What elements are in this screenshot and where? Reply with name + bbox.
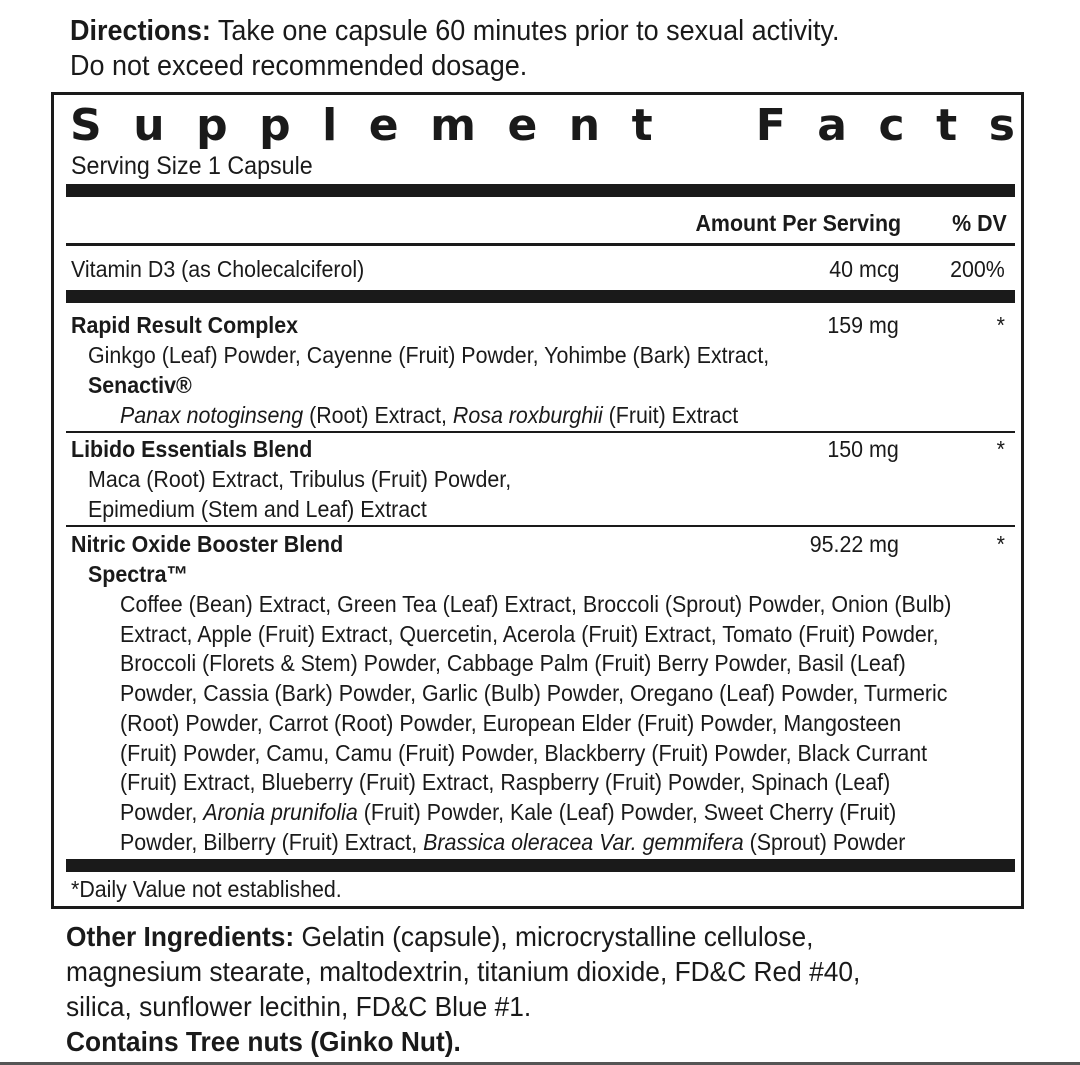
title-word1-letter: e: [368, 100, 399, 151]
title-word2-letter: c: [878, 100, 905, 151]
thick-bar-top: [66, 184, 1015, 197]
serving-size: Serving Size 1 Capsule: [71, 152, 313, 180]
libido-name: Libido Essentials Blend: [71, 436, 313, 462]
title-word1-letter: u: [133, 100, 165, 151]
thick-bar-middle: [66, 290, 1015, 303]
title-word1-letter: p: [259, 100, 291, 151]
supplement-facts-panel: [51, 92, 1024, 909]
rule-rapid: [66, 431, 1015, 433]
title-word1-letter: l: [322, 100, 338, 151]
rapid-dv: *: [996, 312, 1005, 338]
libido-line1: Maca (Root) Extract, Tribulus (Fruit) Powder,: [88, 466, 512, 492]
vitamin-dv: 200%: [950, 256, 1005, 282]
title-word1-letter: t: [631, 100, 653, 151]
directions-text: [70, 14, 991, 84]
directions-line1: Take one capsule 60 minutes prior to sexual activity.: [210, 15, 840, 47]
title-word2-letter: s: [988, 100, 1015, 151]
header-rule: [66, 243, 1015, 246]
title-word1-letter: S: [70, 100, 102, 151]
senactiv-name: Senactiv®: [88, 372, 192, 398]
libido-amount: 150 mg: [827, 436, 899, 462]
other-ingredients: Other Ingredients: Gelatin (capsule), microcrystalline cellulose, magnesium stearate, maltodextrin, titanium dioxide, FD&C Red #40, silica, sunflower lecithin, FD&C Blue #1. Contains Tree nuts (Ginko Nut).: [66, 919, 1006, 1059]
directions-label: Directions:: [70, 15, 211, 47]
title-gap: [684, 101, 724, 151]
other-label: Other Ingredients:: [66, 921, 295, 952]
thick-bar-bottom: [66, 859, 1015, 872]
spectra-ingredients: Coffee (Bean) Extract, Green Tea (Leaf) Extract, Broccoli (Sprout) Powder, Onion (Bulb) Extract, Apple (Fruit) Extract, Quercetin, Acerola (Fruit) Extract, Tomato (Fruit) Powder, Broccoli (Florets & Stem) Powder, Cabbage Palm (Fruit) Berry Powder, Basil (Leaf) Powder, Cassia (Bark) Powder, Garlic (Bulb) Powder, Oregano (Leaf) Powder, Turmeric (Root) Powder, Carrot (Root) Powder, European Elder (Fruit) Powder, Mangosteen (Fruit) Powder, Camu, Camu (Fruit) Powder, Blackberry (Fruit) Powder, Black Currant (Fruit) Extract, Blueberry (Fruit) Extract, Raspberry (Fruit) Powder, Spinach (Leaf) Powder, Aronia prunifolia (Fruit) Powder, Kale (Leaf) Powder, Sweet Cherry (Fruit) Powder, Bilberry (Fruit) Extract, Brassica oleracea Var. gemmifera (Sprout) Powder: [120, 591, 952, 855]
vitamin-name: Vitamin D3 (as Cholecalciferol): [71, 256, 365, 282]
rapid-amount: 159 mg: [827, 312, 899, 338]
title-word1-letter: m: [430, 100, 476, 151]
panel-title: [70, 101, 1015, 151]
title-word1-letter: e: [507, 100, 538, 151]
title-word2-letter: t: [936, 100, 958, 151]
title-word1-letter: p: [196, 100, 228, 151]
libido-dv: *: [996, 436, 1005, 462]
senactiv-ingredients: Panax notoginseng (Root) Extract, Rosa roxburghii (Fruit) Extract: [120, 402, 739, 428]
vitamin-amount: 40 mcg: [828, 256, 899, 282]
title-word2-letter: F: [755, 100, 786, 151]
spectra-name: Spectra™: [88, 561, 188, 587]
header-amount: Amount Per Serving: [695, 210, 901, 236]
footnote: *Daily Value not established.: [71, 876, 342, 902]
nitric-amount: 95.22 mg: [809, 531, 899, 557]
libido-line2: Epimedium (Stem and Leaf) Extract: [88, 496, 427, 522]
rapid-line1: Ginkgo (Leaf) Powder, Cayenne (Fruit) Powder, Yohimbe (Bark) Extract,: [88, 342, 770, 368]
directions-line2: Do not exceed recommended dosage.: [70, 50, 528, 82]
header-dv: % DV: [952, 210, 1007, 236]
nitric-name: Nitric Oxide Booster Blend: [71, 531, 344, 557]
rapid-name: Rapid Result Complex: [71, 312, 299, 338]
nitric-dv: *: [996, 531, 1005, 557]
allergen-statement: Contains Tree nuts (Ginko Nut).: [66, 1026, 461, 1057]
title-word2-letter: a: [817, 100, 847, 151]
title-word1-letter: n: [568, 100, 601, 151]
rule-libido: [66, 525, 1015, 527]
